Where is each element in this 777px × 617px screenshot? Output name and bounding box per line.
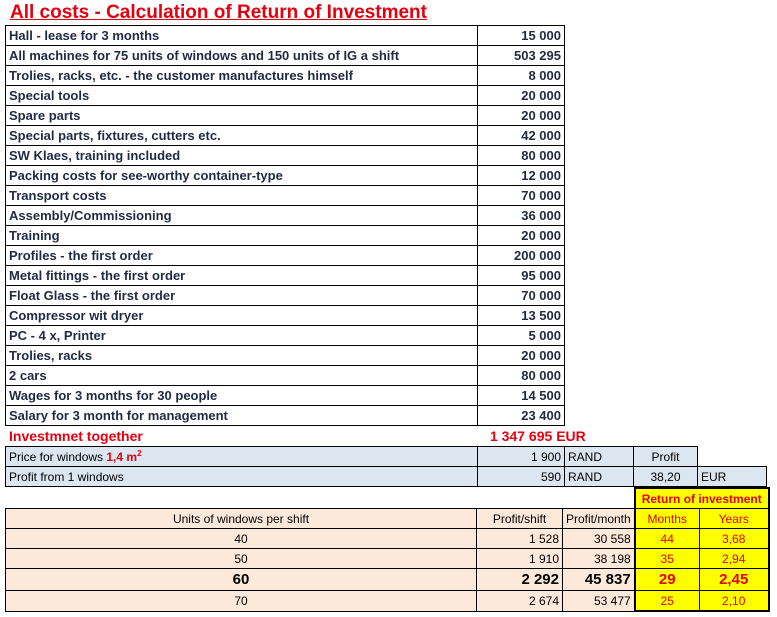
units-cell: 60: [6, 569, 477, 591]
cost-label: Assembly/Commissioning: [6, 206, 478, 226]
years-cell: 2,94: [699, 549, 769, 569]
units-cell: 40: [6, 529, 477, 549]
cost-row: [6, 246, 565, 266]
cost-value: 15 000: [478, 26, 565, 46]
cost-value: 23 400: [478, 406, 565, 426]
cost-row: [6, 66, 565, 86]
cost-value: 80 000: [478, 366, 565, 386]
col-profit-month: Profit/month: [563, 509, 635, 529]
cost-value: 20 000: [478, 106, 565, 126]
profit-month-cell: 53 477: [563, 591, 635, 612]
cost-value: 20 000: [478, 346, 565, 366]
cost-row: [6, 286, 565, 306]
cost-value: 20 000: [478, 226, 565, 246]
cost-label: Salary for 3 month for management: [6, 406, 478, 426]
cost-row: [6, 306, 565, 326]
cost-row: [6, 166, 565, 186]
roi-column-row: [6, 509, 769, 529]
price-label: Price for windows: [9, 450, 104, 464]
window-size: 1,4 m: [106, 450, 138, 464]
cost-value: 70 000: [478, 186, 565, 206]
profit-header: Profit: [634, 447, 698, 467]
cost-value: 95 000: [478, 266, 565, 286]
cost-row: [6, 346, 565, 366]
cost-label: Special tools: [6, 86, 478, 106]
cost-label: Trolies, racks, etc. - the customer manufactures himself: [6, 66, 478, 86]
cost-label: Wages for 3 months for 30 people: [6, 386, 478, 406]
total-label: Investmnet together: [9, 428, 143, 444]
cost-value: 12 000: [478, 166, 565, 186]
cost-label: 2 cars: [6, 366, 478, 386]
profit-shift-cell: 1 910: [477, 549, 563, 569]
cost-row: [6, 26, 565, 46]
units-cell: 50: [6, 549, 477, 569]
profit-shift-cell: 1 528: [477, 529, 563, 549]
col-profit-shift: Profit/shift: [477, 509, 563, 529]
cost-row: [6, 206, 565, 226]
roi-header: Return of investment: [635, 488, 769, 509]
col-months: Months: [635, 509, 700, 529]
cost-row: [6, 406, 565, 426]
total-value: [490, 428, 586, 444]
cost-value: 42 000: [478, 126, 565, 146]
window-size-exp: 2: [137, 449, 142, 458]
cost-value: 13 500: [478, 306, 565, 326]
cost-row: [6, 386, 565, 406]
cost-label: Transport costs: [6, 186, 478, 206]
cost-label: PC - 4 x, Printer: [6, 326, 478, 346]
cost-value: 14 500: [478, 386, 565, 406]
col-units: Units of windows per shift: [6, 509, 477, 529]
cost-label: All machines for 75 units of windows and 150 units of IG a shift: [6, 46, 478, 66]
cost-value: 70 000: [478, 286, 565, 306]
profit-label: Profit from 1 windows: [6, 467, 478, 487]
profit-shift-cell: 2 674: [477, 591, 563, 612]
price-value: 1 900: [478, 447, 565, 467]
profit-month-cell: 30 558: [563, 529, 635, 549]
roi-table: [5, 487, 770, 612]
profit-unit: RAND: [565, 467, 634, 487]
profit-eur-value: 38,20: [634, 467, 698, 487]
cost-row: [6, 326, 565, 346]
months-cell: 29: [635, 569, 700, 591]
roi-row: [6, 529, 769, 549]
cost-label: Spare parts: [6, 106, 478, 126]
price-label-cell: [6, 447, 478, 467]
cost-row: [6, 266, 565, 286]
cost-label: Hall - lease for 3 months: [6, 26, 478, 46]
roi-header-row: [6, 488, 769, 509]
cost-label: Profiles - the first order: [6, 246, 478, 266]
months-cell: 44: [635, 529, 700, 549]
profit-row: [6, 467, 767, 487]
profit-value: 590: [478, 467, 565, 487]
cost-value: 503 295: [478, 46, 565, 66]
page-title: All costs - Calculation of Return of Investment: [10, 2, 427, 23]
roi-row: [6, 549, 769, 569]
cost-row: [6, 86, 565, 106]
total-currency: EUR: [556, 428, 586, 444]
cost-row: [6, 186, 565, 206]
price-unit: RAND: [565, 447, 634, 467]
years-cell: 3,68: [699, 529, 769, 549]
cost-row: [6, 46, 565, 66]
months-cell: 25: [635, 591, 700, 612]
cost-row: [6, 126, 565, 146]
total-amount: 1 347 695: [490, 428, 553, 444]
profit-shift-cell: 2 292: [477, 569, 563, 591]
cost-label: Metal fittings - the first order: [6, 266, 478, 286]
cost-label: Packing costs for see-worthy container-type: [6, 166, 478, 186]
years-cell: 2,45: [699, 569, 769, 591]
cost-row: [6, 366, 565, 386]
profit-month-cell: 45 837: [563, 569, 635, 591]
cost-value: 36 000: [478, 206, 565, 226]
roi-row: [6, 569, 769, 591]
cost-value: 5 000: [478, 326, 565, 346]
cost-table: [5, 25, 565, 426]
profit-eur-unit: EUR: [698, 467, 767, 487]
cost-label: SW Klaes, training included: [6, 146, 478, 166]
months-cell: 35: [635, 549, 700, 569]
cost-label: Float Glass - the first order: [6, 286, 478, 306]
cost-label: Trolies, racks: [6, 346, 478, 366]
profit-month-cell: 38 198: [563, 549, 635, 569]
cost-label: Training: [6, 226, 478, 246]
cost-row: [6, 226, 565, 246]
roi-row: [6, 591, 769, 612]
cost-row: [6, 106, 565, 126]
col-years: Years: [699, 509, 769, 529]
price-row: [6, 447, 767, 467]
cost-label: Special parts, fixtures, cutters etc.: [6, 126, 478, 146]
empty-cell: [698, 447, 767, 467]
price-table: [5, 446, 767, 487]
cost-value: 20 000: [478, 86, 565, 106]
cost-row: [6, 146, 565, 166]
units-cell: 70: [6, 591, 477, 612]
years-cell: 2,10: [699, 591, 769, 612]
cost-label: Compressor wit dryer: [6, 306, 478, 326]
cost-value: 200 000: [478, 246, 565, 266]
cost-value: 80 000: [478, 146, 565, 166]
cost-value: 8 000: [478, 66, 565, 86]
